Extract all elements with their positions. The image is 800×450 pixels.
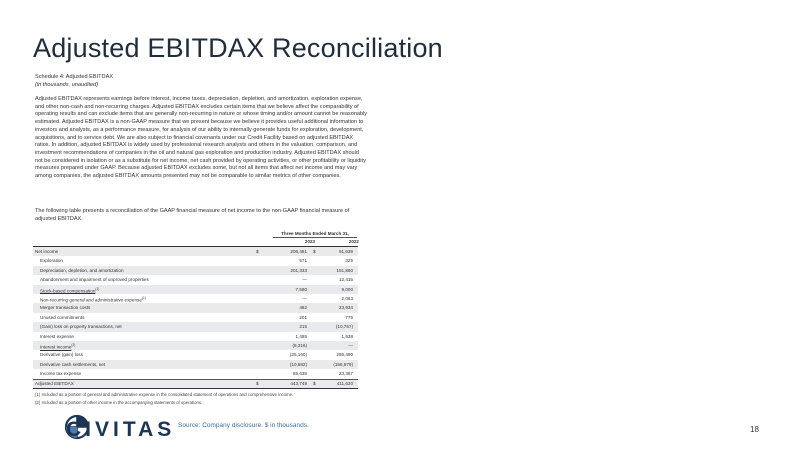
row-label: Exploration [40,258,63,264]
table-row [33,303,358,312]
value-2023: 7,580 [295,286,307,292]
table-row [33,313,358,322]
year-header-2022: 2022 [348,239,359,244]
value-2023: 65,639 [292,371,307,377]
value-2022: 286,490 [336,352,353,358]
intro-paragraph: The following table presents a reconciliation of the GAAP financial measure of net income to the non-GAAP financial measure of adjusted EBITDAX. [35,208,350,222]
value-2023: 215 [299,324,307,330]
units-note: (in thousands, unaudited) [35,82,99,88]
value-2022: 325 [345,258,353,264]
row-label: Income tax expense [40,371,82,377]
value-2022: (10,757) [335,324,353,330]
table-row [33,322,358,331]
value-2022: 9,000 [341,286,353,292]
row-label: Adjusted EBITDAX [35,380,74,386]
currency-symbol: $ [256,249,259,254]
row-label: Stock-based compensation$^{(1)}$ [40,286,100,294]
definition-paragraph: Adjusted EBITDAX represents earnings before interest, income taxes, depreciation, depletion, and amortization, exploration expense, and other non-cash and non-recurring charges. Adjusted EBITDAX excludes certain items that we believe affect the comparability of operating results and can exclude items that are generally non-recurring in nature or whose timing and/or amount cannot be reasonably estimated. Adjusted EBITDAX is a non-GAAP measure that we present because we believe it provides useful additional information to investors and analysts, as a performance measure, for analysis of our ability to internally generate funds for exploration, development, acquisitions, and to service debt. We are also subject to financial covenants under our Credit Facility based on adjusted EBITDAX ratios. In addition, adjusted EBITDAX is widely used by professional research analysts and others in the valuation, comparison, and investment recommendations of companies in the oil and natural gas exploration and production industry. Adjusted EBITDAX should not be considered in isolation or as a substitute for net income, net cash provided by operating activities, or other profitability or liquidity measures prepared under GAAP. Because adjusted EBITDAX excludes some, but not all items that affect net income and may vary among companies, the adjusted EBITDAX amounts presented may not be comparable to similar metrics of other companies. [35,96,368,180]
table-row [33,285,358,294]
value-2023: (8,316) [292,343,307,348]
footnote-2: (2) Included as a portion of other income in the accompanying statements of operations. [35,400,203,405]
value-2022: 91,639 [338,249,353,254]
value-2022: 151,860 [336,267,353,273]
row-label: Derivative (gain) loss [40,352,83,358]
row-label: Merger transaction costs [40,305,91,311]
table-row [33,379,358,388]
value-2022: 411,620 [336,380,353,386]
row-label: Net income [35,249,59,254]
period-header-rule [273,237,357,238]
value-2023: — [302,296,307,301]
table-row [33,341,358,350]
value-2022: 1,938 [341,333,353,339]
table-row [33,369,358,378]
table-row [33,266,358,275]
value-2022: 775 [345,314,353,320]
row-label: Interest income$^{(2)}$ [40,343,76,350]
table-row [33,350,358,359]
value-2022: (156,979) [333,361,353,367]
year-header-2023: 2023 [304,239,315,244]
row-label: Depreciation, depletion, and amortization [40,267,124,273]
page-number: 18 [750,425,759,434]
footnote-1: (1) Included as a portion of general and administrative expense in the consolidated statement of operations and comprehensive income. [35,392,294,397]
row-label: Abandonment and impairment of unproved properties [40,277,149,283]
currency-symbol: $ [313,380,316,386]
value-2023: (25,160) [289,352,307,358]
row-label: Interest expense [40,333,74,339]
logo-wordmark: CIVITAS [66,418,176,441]
row-label: Derivative cash settlements, net [40,361,106,367]
page-title: Adjusted EBITDAX Reconciliation [33,33,443,63]
total-double-rule [33,388,358,389]
table-row [33,294,358,303]
value-2023: 206,481 [290,249,307,254]
value-2022: 2,063 [341,296,353,301]
value-2022: 12,415 [338,277,353,283]
value-2023: (10,682) [289,361,307,367]
value-2023: 201 [299,314,307,320]
row-label: Non-recurring general and administrative expense$^{(1)}$ [40,296,146,303]
value-2022: 23,934 [338,305,353,311]
value-2023: 482 [299,305,307,311]
row-label: (Gain) loss on property transactions, net [40,324,122,330]
table-row [33,247,358,256]
currency-symbol: $ [256,380,259,386]
period-header: Three Months Ended March 31, [281,231,349,236]
table-row [33,360,358,369]
table-row [33,332,358,341]
currency-symbol: $ [313,249,316,254]
table-row [33,256,358,265]
value-2022: — [348,343,353,348]
total-rule [33,379,358,380]
value-2023: 571 [299,258,307,264]
row-label: Unused commitments [40,314,85,320]
schedule-title: Schedule 4: Adjusted EBITDAX [35,74,114,80]
value-2023: 201,333 [290,267,307,273]
source-note: Source: Company disclosure. $ in thousands. [178,422,309,429]
value-2023: 1,485 [295,333,307,339]
value-2023: — [302,277,307,283]
value-2023: 443,749 [290,380,307,386]
value-2022: 23,367 [338,371,353,377]
schedule-heading [35,73,113,89]
table-row [33,275,358,284]
